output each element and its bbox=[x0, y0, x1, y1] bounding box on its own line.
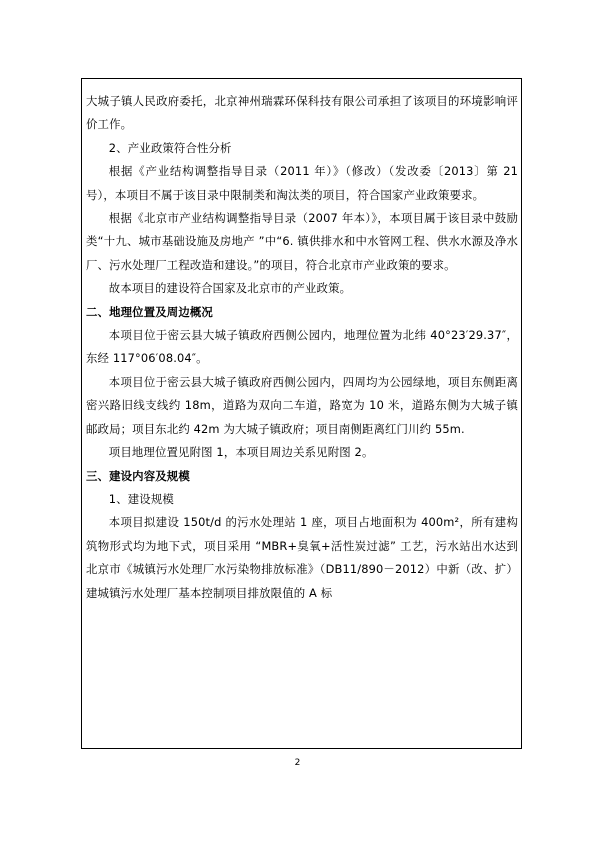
paragraph-policy-conclusion: 故本项目的建设符合国家及北京市的产业政策。 bbox=[108, 281, 352, 296]
section-heading-construction: 三、建设内容及规模 bbox=[86, 468, 190, 483]
paragraph-intro-continuation: 大城子镇人民政府委托，北京神州瑞霖环保科技有限公司承担了该项目的环境影响评价工作。 bbox=[86, 94, 518, 132]
paragraph-figure-references: 项目地理位置见附图 1，本项目周边关系见附图 2。 bbox=[108, 445, 374, 460]
subheading-construction-scale: 1、建设规模 bbox=[108, 491, 174, 506]
paragraph-beijing-policy: 根据《北京市产业结构调整指导目录（2007 年本）》，本项目属于该目录中鼓励类“十九、城市基础设施及房地产 ”中“6. 镇供排水和中水管网工程、供水水源及净水厂、污水处理厂工程改造和建设。”的项目，符合北京市产业政策的要求。 bbox=[86, 211, 518, 272]
document-body bbox=[86, 90, 518, 605]
subheading-industrial-policy: 2、产业政策符合性分析 bbox=[108, 140, 232, 155]
paragraph-national-policy: 根据《产业结构调整指导目录（2011 年）》（修改）（发改委〔2013〕第 21 号），本项目不属于该目录中限制类和淘汰类的项目，符合国家产业政策要求。 bbox=[86, 164, 518, 202]
section-heading-location: 二、地理位置及周边概况 bbox=[86, 304, 213, 319]
paragraph-surroundings: 本项目位于密云县大城子镇政府西侧公园内，四周均为公园绿地，项目东侧距离密兴路旧线支线约 18m，道路为双向二车道，路宽为 10 米，道路东侧为大城子镇邮政局；项目东北约 42m 为大城子镇政府；项目南侧距离红门川约 55m. bbox=[86, 374, 518, 436]
page-number: 2 bbox=[294, 758, 301, 768]
paragraph-construction-details: 本项目拟建设 150t/d 的污水处理站 1 座，项目占地面积为 400m²，所有建构筑物形式均为地下式，项目采用 “MBR+臭氧+活性炭过滤” 工艺，污水站出水达到北京市《城镇污水处理厂水污染物排放标准》（DB11/890－2012）中新（改、扩）建城镇污水处理厂基本控制项目排放限值的 A 标 bbox=[86, 515, 518, 600]
paragraph-coordinates: 本项目位于密云县大城子镇政府西侧公园内，地理位置为北纬 40°23′29.37″，东经 117°06′08.04″。 bbox=[86, 328, 518, 366]
